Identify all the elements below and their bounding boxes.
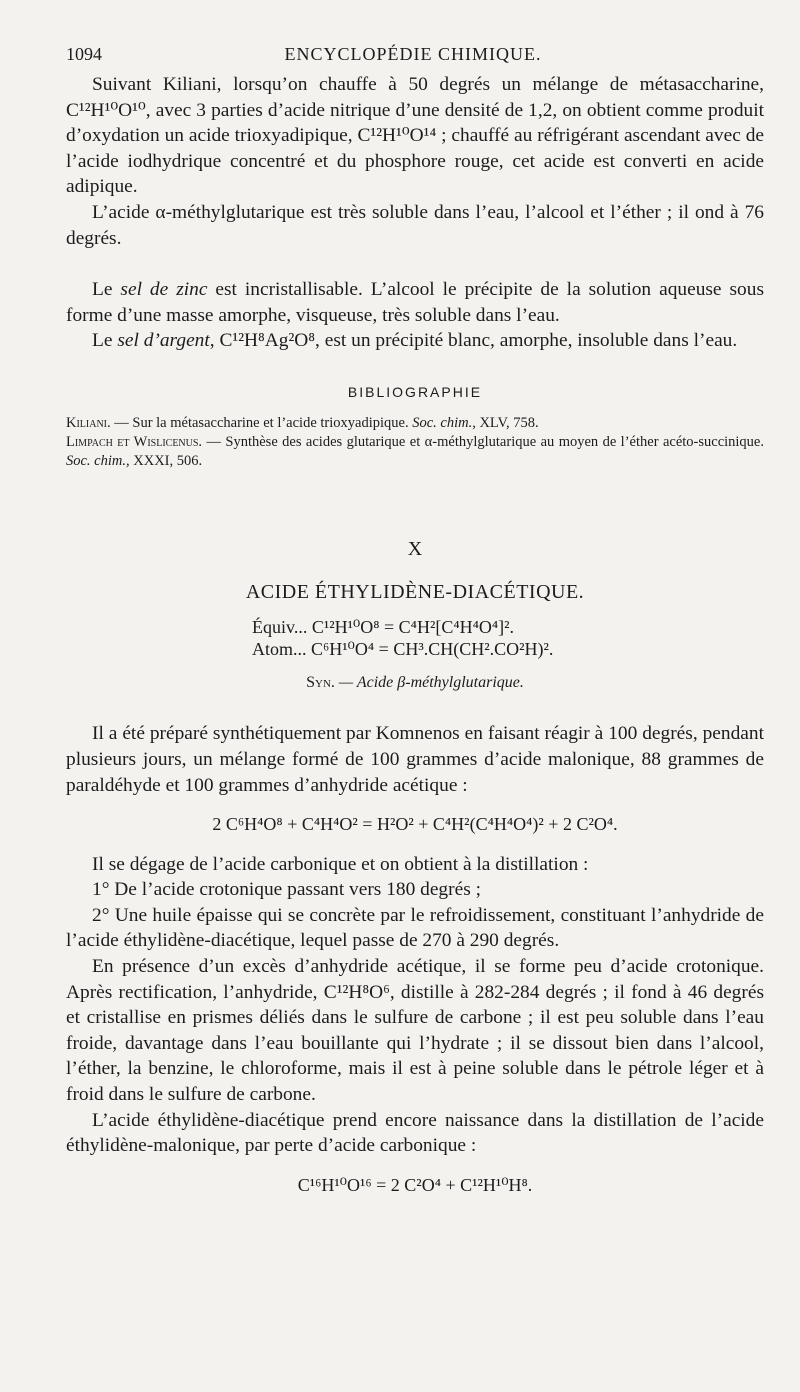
- synonym: Syn. — Acide β-méthylglutarique.: [306, 673, 524, 691]
- bibliography-entry: Kiliani. — Sur la métasaccharine et l’acide trioxyadipique. Soc. chim., XLV, 758.: [66, 414, 539, 431]
- section-number: X: [407, 537, 423, 560]
- paragraph-rectification: En présence d’un excès d’anhydride acétique, il se forme peu d’acide crotonique. Après rectification, l’anhydride, C¹²H⁸O⁶, distille à 282-284 degrés ; il fond à 46 degrés et cristallise en prismes déliés dans le sulfure de carbone ; il est peu soluble dans l’eau froide, davantage dans l’eau bouillante qui l’hydrate ; il se dissout bien dans l’alcool, l’éther, la benzine, le chloroforme, mais il est à peine soluble dans le pétrole léger et à froid dans le sulfure de carbone.: [66, 956, 764, 1106]
- paragraph-silver-salt: Le sel d’argent, C¹²H⁸Ag²O⁸, est un précipité blanc, amorphe, insoluble dans l’eau.: [92, 330, 738, 352]
- paragraph-malonic: L’acide éthylidène-diacétique prend encore naissance dans la distillation de l’acide éthylidène-malonique, par perte d’acide carbonique :: [66, 1109, 764, 1157]
- running-title: ENCYCLOPÉDIE CHIMIQUE.: [284, 44, 542, 64]
- paragraph-zinc-salt: Le sel de zinc est incristallisable. L’alcool le précipite de la solution aqueuse sous forme d’une masse amorphe, visqueuse, très soluble dans l’eau.: [66, 279, 764, 326]
- formula-block: [252, 616, 764, 660]
- paragraph-synthesis: Il a été préparé synthétiquement par Komnenos en faisant réagir à 100 degrés, pendant plusieurs jours, un mélange formé de 100 grammes d’acide malonique, 88 grammes de paraldéhyde et 100 grammes d’anhydride acétique :: [66, 723, 764, 796]
- paragraph-anhydride: 2° Une huile épaisse qui se concrète par le refroidissement, constituant l’anhydride de l’acide éthylidène-diacétique, lequel passe de 270 à 290 degrés.: [66, 904, 764, 952]
- term-zinc-salt: sel de zinc: [120, 279, 208, 301]
- paragraph-distillation: Il se dégage de l’acide carbonique et on obtient à la distillation :: [92, 853, 589, 875]
- paragraph-solubility: L’acide α-méthylglutarique est très soluble dans l’eau, l’alcool et l’éther ; il ond à 76 degrés.: [66, 201, 764, 249]
- bib-author: Kiliani.: [66, 414, 111, 431]
- equiv-formula: Équiv... C¹²H¹⁰O⁸ = C⁴H²[C⁴H⁴O⁴]².: [252, 616, 515, 637]
- page-header: [66, 44, 760, 68]
- bib-author: Limpach et Wislicenus.: [66, 433, 203, 450]
- bibliography-entry: Limpach et Wislicenus. — Synthèse des acides glutarique et α-méthylglutarique au moyen de l’éther acéto-succinique. Soc. chim., XXXI, 506.: [66, 433, 764, 469]
- term-silver-salt: sel d’argent: [117, 330, 210, 352]
- bibliography: [66, 414, 764, 471]
- paragraph-kiliani: Suivant Kiliani, lorsqu’on chauffe à 50 degrés un mélange de métasaccharine, C¹²H¹⁰O¹⁰, avec 3 parties d’acide nitrique d’une densité de 1,2, on obtient comme produit d’oxydation un acide trioxyadipique, C¹²H¹⁰O¹⁴ ; chauffé au réfrigérant ascendant avec de l’acide iodhydrique concentré et du phosphore rouge, cet acide est converti en acide adipique.: [66, 74, 764, 198]
- page-body: [66, 72, 764, 1212]
- equation-synthesis: 2 C⁶H⁴O⁸ + C⁴H⁴O² = H²O² + C⁴H²(C⁴H⁴O⁴)² + 2 C²O⁴.: [212, 814, 618, 835]
- bibliography-heading: BIBLIOGRAPHIE: [347, 383, 483, 400]
- atom-formula: Atom... C⁶H¹⁰O⁴ = CH³.CH(CH².CO²H)².: [252, 638, 554, 659]
- page-number: 1094: [66, 44, 102, 64]
- equation-decarboxylation: C¹⁶H¹⁰O¹⁶ = 2 C²O⁴ + C¹²H¹⁰H⁸.: [297, 1174, 533, 1195]
- section-title: ACIDE ÉTHYLIDÈNE-DIACÉTIQUE.: [245, 581, 585, 604]
- paragraph-crotonic: 1° De l’acide crotonique passant vers 180 degrés ;: [92, 879, 481, 901]
